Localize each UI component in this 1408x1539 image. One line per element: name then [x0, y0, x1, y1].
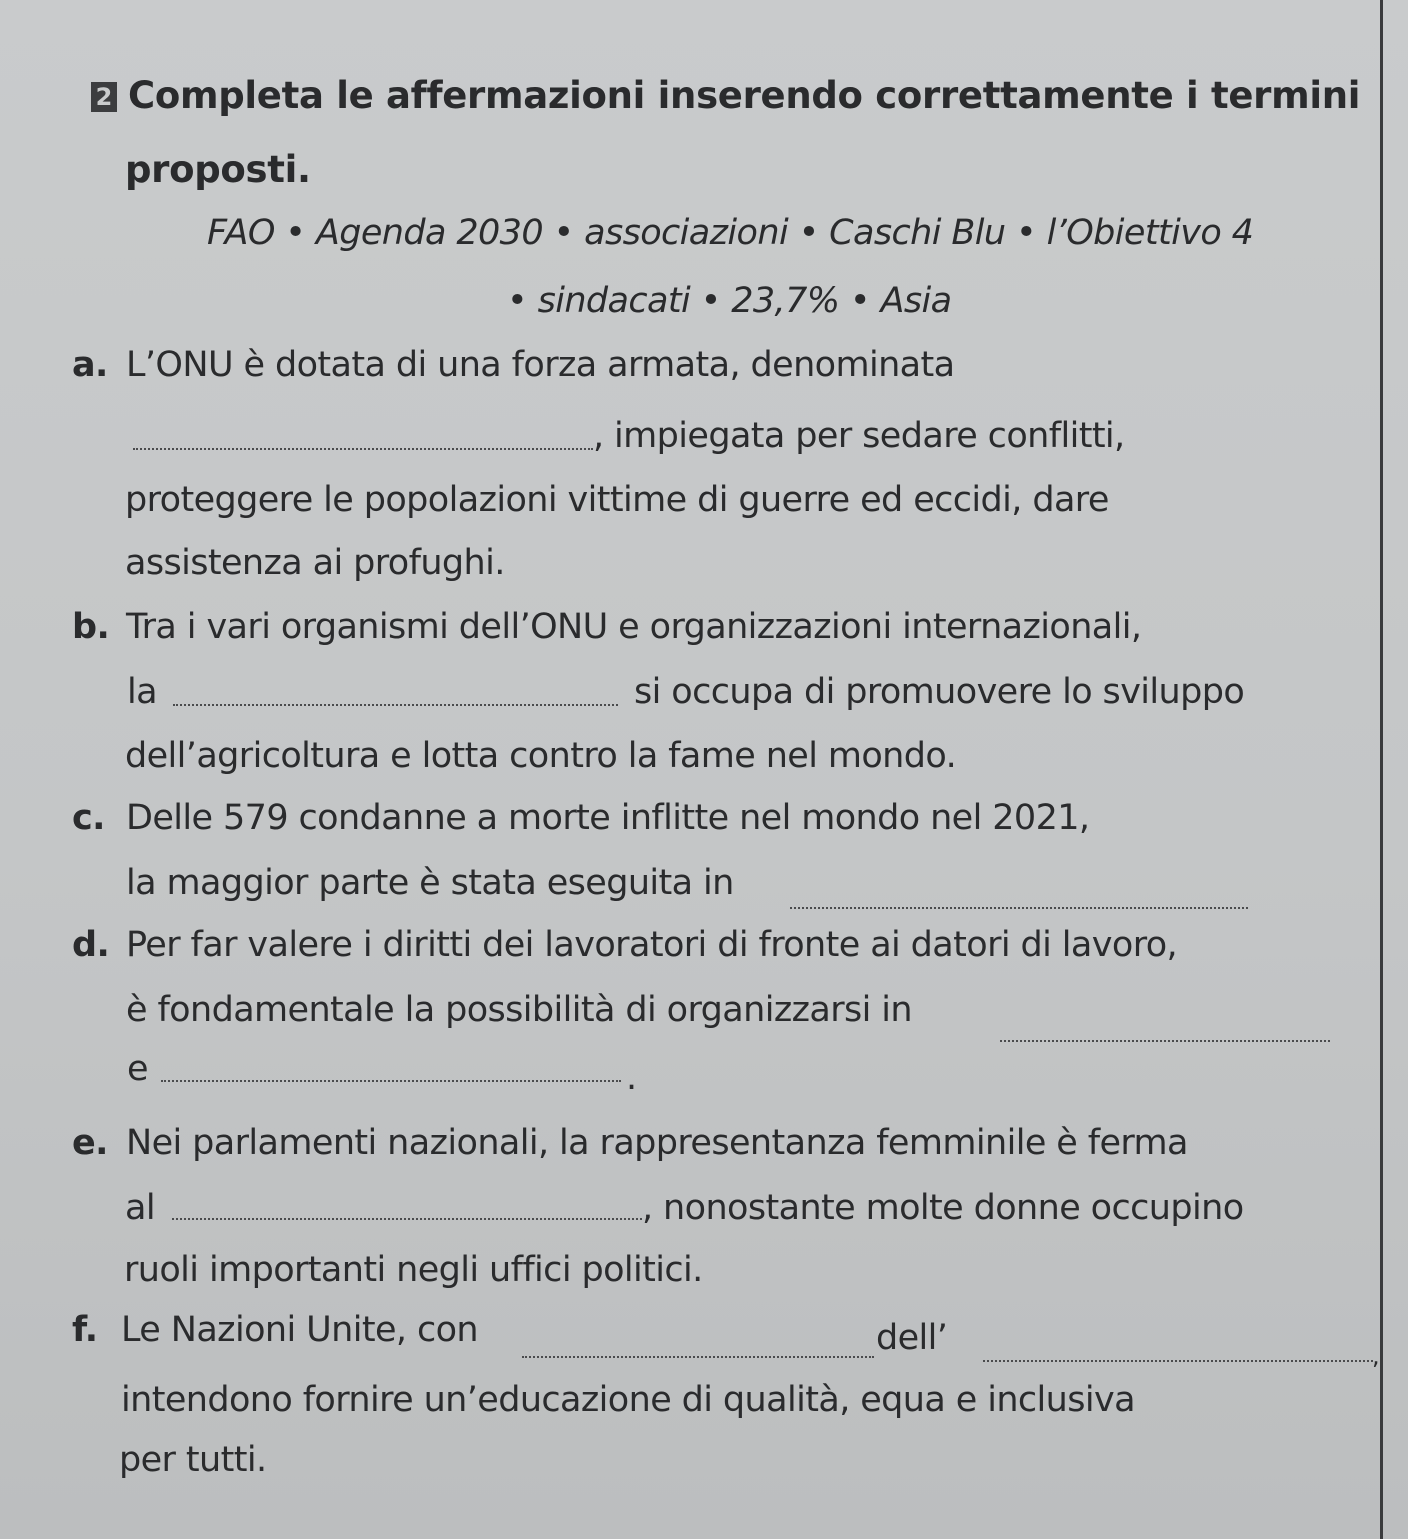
item-f-line1-middle: dell’: [876, 1318, 948, 1358]
exercise-number-badge: 2: [91, 82, 117, 112]
proposed-terms-line1: FAO • Agenda 2030 • associazioni • Caschi Blu • l’Obiettivo 4: [207, 213, 1254, 253]
exercise-instruction-cont: proposti.: [125, 148, 311, 191]
item-b-line2-before: la: [127, 672, 157, 712]
item-a-letter: a.: [72, 345, 108, 385]
item-e-letter: e.: [72, 1123, 108, 1163]
item-f-line1-before: Le Nazioni Unite, con: [121, 1310, 478, 1350]
item-b-line3: dell’agricoltura e lotta contro la fame nel mondo.: [125, 736, 957, 776]
item-a-line1: L’ONU è dotata di una forza armata, denominata: [126, 345, 955, 385]
item-f-letter: f.: [72, 1310, 98, 1350]
item-e-line3: ruoli importanti negli uffici politici.: [124, 1250, 703, 1290]
item-d-line2: è fondamentale la possibilità di organizzarsi in: [126, 990, 913, 1030]
item-e-line2-before: al: [125, 1188, 155, 1228]
item-d-line3-after: .: [626, 1058, 637, 1098]
item-d-line1: Per far valere i diritti dei lavoratori di fronte ai datori di lavoro,: [126, 925, 1178, 965]
item-e-line2-after: , nonostante molte donne occupino: [642, 1188, 1244, 1228]
item-c-line2: la maggior parte è stata eseguita in: [126, 863, 734, 903]
item-b-blank[interactable]: [173, 704, 618, 706]
item-e-blank[interactable]: [172, 1218, 642, 1220]
item-f-line3: per tutti.: [119, 1440, 267, 1480]
page-edge-border: [1380, 0, 1383, 1539]
item-f-line2: intendono fornire un’educazione di qualità, equa e inclusiva: [121, 1380, 1135, 1420]
item-a-line3: proteggere le popolazioni vittime di guerre ed eccidi, dare: [125, 480, 1109, 520]
item-b-line1: Tra i vari organismi dell’ONU e organizzazioni internazionali,: [126, 607, 1142, 647]
item-c-letter: c.: [72, 798, 105, 838]
exercise-instruction: Completa le affermazioni inserendo correttamente i termini: [128, 74, 1361, 117]
item-b-line2-after: si occupa di promuovere lo sviluppo: [634, 672, 1245, 712]
item-d-letter: d.: [72, 925, 110, 965]
item-a-blank[interactable]: [133, 448, 593, 450]
item-b-letter: b.: [72, 607, 110, 647]
item-f-line1-comma: ,: [1372, 1342, 1380, 1370]
item-a-line4: assistenza ai profughi.: [125, 543, 505, 583]
item-a-line2: , impiegata per sedare conflitti,: [593, 416, 1125, 456]
item-d-line3-before: e: [127, 1049, 148, 1089]
item-f-blank-1[interactable]: [522, 1356, 874, 1358]
item-c-line1: Delle 579 condanne a morte inflitte nel mondo nel 2021,: [126, 798, 1090, 838]
item-f-blank-2[interactable]: [983, 1360, 1373, 1362]
item-e-line1: Nei parlamenti nazionali, la rappresentanza femminile è ferma: [126, 1123, 1188, 1163]
item-d-blank-1[interactable]: [1000, 1040, 1330, 1042]
item-d-blank-2[interactable]: [161, 1080, 621, 1082]
proposed-terms-line2: • sindacati • 23,7% • Asia: [507, 281, 952, 321]
item-c-blank[interactable]: [790, 907, 1248, 909]
